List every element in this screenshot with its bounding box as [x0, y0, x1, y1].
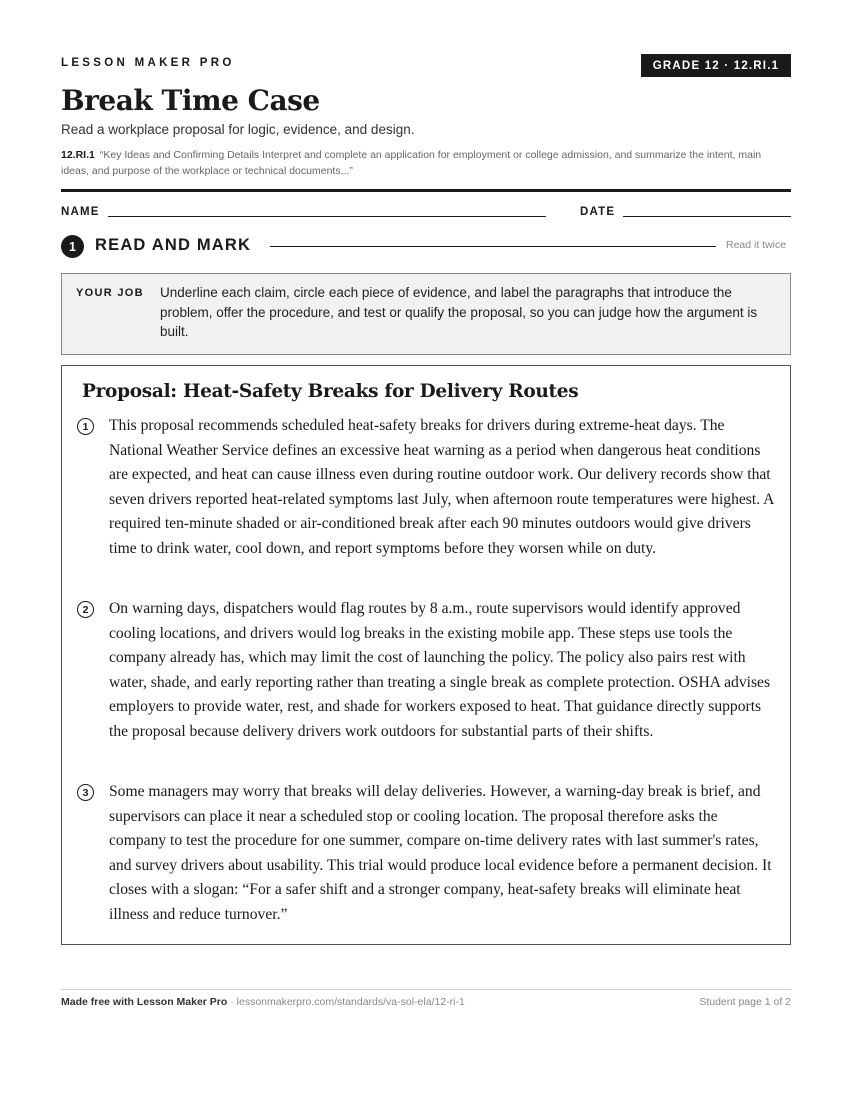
your-job-instructions: Underline each claim, circle each piece of evidence, and label the paragraphs that introduce the problem, offer the procedure, and test or qualify the proposal, so you can judge how the argument is built.: [160, 285, 758, 339]
your-job-label: YOUR JOB: [76, 287, 144, 299]
date-field-line[interactable]: [623, 216, 791, 217]
paragraph-1: This proposal recommends scheduled heat-safety breaks for drivers during extreme-heat days. The National Weather Service defines an excessive heat warning as a period when dangerous heat conditions are expected, and heat can cause illness even during routine outdoor work. Our delivery records show that seven drivers reported heat-related symptoms last July, when afternoon route temperatures were highest. A required ten-minute shaded or air-conditioned break after each 90 minutes outdoors would give drivers time to drink water, cool down, and report symptoms before they worsen while on duty.: [109, 417, 774, 557]
section-title: READ AND MARK: [95, 236, 252, 254]
standard-description: [61, 147, 791, 179]
your-job-box: [61, 273, 791, 355]
page-subtitle: Read a workplace proposal for logic, evidence, and design.: [61, 122, 415, 137]
date-label: DATE: [580, 206, 616, 218]
footer-divider: [61, 989, 791, 990]
footer-credit: [61, 996, 465, 1008]
footer-made-with: Made free with Lesson Maker Pro: [61, 996, 228, 1008]
page-title: Break Time Case: [61, 84, 320, 117]
paragraph-number-3: 3: [77, 784, 94, 801]
name-field-line[interactable]: [108, 216, 546, 217]
paragraph-2: On warning days, dispatchers would flag routes by 8 a.m., route supervisors would identify approved cooling locations, and drivers would log breaks in the existing mobile app. These steps use tools the company already has, which may limit the cost of launching the policy. The policy also pairs rest with water, shade, and early reporting rather than treating a single break as complete protection. OSHA advises employers to provide water, rest, and shade for workers exposed to heat. That guidance directly supports the proposal because delivery drivers work outdoors for substantial parts of their shifts.: [109, 600, 771, 740]
section-note: Read it twice: [726, 239, 787, 251]
paragraph-number-2: 2: [77, 601, 94, 618]
header-divider: [61, 189, 791, 192]
standard-code: 12.RI.1: [61, 149, 95, 161]
name-label: NAME: [61, 206, 100, 218]
footer-separator: ·: [227, 996, 237, 1008]
standard-text: “Key Ideas and Confirming Details Interpret and complete an application for employment or college admission, and summarize the intent, main ideas, and purpose of the workplace or technical documents...”: [61, 149, 762, 177]
grade-badge: GRADE 12 · 12.RI.1: [641, 54, 791, 77]
passage-box: [61, 365, 791, 945]
section-divider: [270, 246, 716, 247]
footer-page-number: Student page 1 of 2: [699, 996, 791, 1008]
passage-title: Proposal: Heat-Safety Breaks for Delivery Routes: [82, 381, 579, 402]
brand-label: LESSON MAKER PRO: [61, 57, 235, 69]
paragraph-number-1: 1: [77, 418, 94, 435]
footer-url[interactable]: lessonmakerpro.com/standards/va-sol-ela/12-ri-1: [236, 996, 465, 1008]
section-number-badge: 1: [61, 235, 84, 258]
paragraph-3: Some managers may worry that breaks will delay deliveries. However, a warning-day break is brief, and supervisors can place it near a scheduled stop or cooling location. The proposal therefore asks the company to test the procedure for one summer, compare on-time delivery rates with last summer's rates, and survey drivers about usability. This trial would produce local evidence before a permanent decision. It closes with a slogan: “For a safer shift and a stronger company, heat-safety breaks will eliminate heat illness and reduce turnover.”: [109, 783, 772, 923]
